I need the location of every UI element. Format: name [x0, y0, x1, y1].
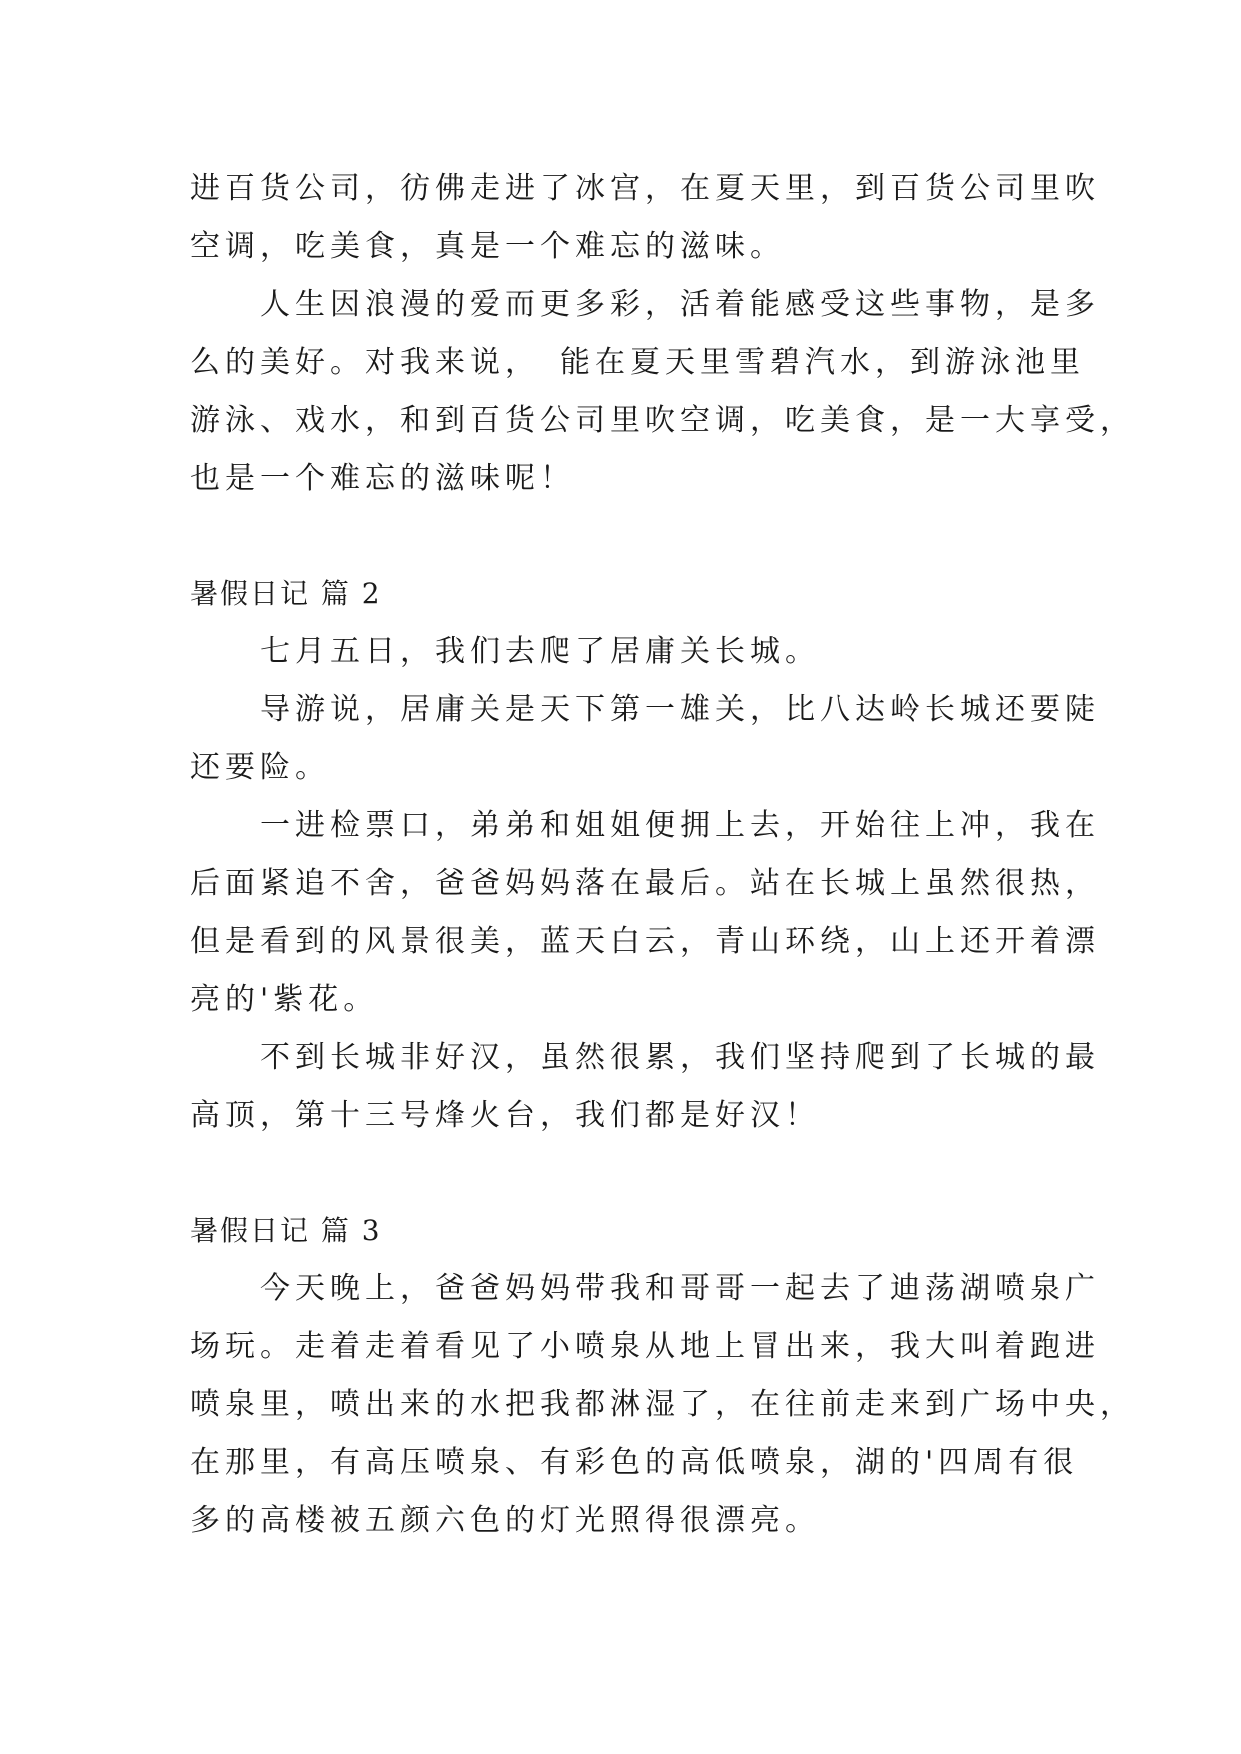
text-line: 一进检票口，弟弟和姐姐便拥上去，开始往上冲，我在: [190, 808, 1100, 843]
text-line: 不到长城非好汉，虽然很累，我们坚持爬到了长城的最: [190, 1040, 1100, 1075]
text-line: 也是一个难忘的滋味呢！: [190, 461, 575, 496]
text-line: 还要险。: [190, 750, 330, 785]
text-line: 七月五日，我们去爬了居庸关长城。: [190, 634, 820, 669]
text-line: 场玩。走着走着看见了小喷泉从地上冒出来，我大叫着跑进: [190, 1329, 1100, 1364]
section-spacer: [190, 1145, 1060, 1202]
text-line: 空调，吃美食，真是一个难忘的滋味。: [190, 229, 785, 264]
text-line: 多的高楼被五颜六色的灯光照得很漂亮。: [190, 1503, 820, 1538]
text-line: 游泳、戏水，和到百货公司里吹空调，吃美食，是一大享受，: [190, 403, 1135, 438]
section-title: 暑假日记 篇 3: [190, 1214, 382, 1247]
diary-section-3: [190, 1202, 1135, 1550]
text-line: 后面紧追不舍，爸爸妈妈落在最后。站在长城上虽然很热，: [190, 866, 1100, 901]
text-line: 进百货公司，彷佛走进了冰宫，在夏天里，到百货公司里吹: [190, 171, 1100, 206]
text-line: 今天晚上，爸爸妈妈带我和哥哥一起去了迪荡湖喷泉广: [190, 1271, 1100, 1306]
text-line: 高顶，第十三号烽火台，我们都是好汉！: [190, 1098, 820, 1133]
diary-section-2: [190, 565, 1100, 1145]
text-line: 么的美好。对我来说， 能在夏天里雪碧汽水，到游泳池里: [190, 345, 1085, 380]
text-line: 但是看到的风景很美，蓝天白云，青山环绕，山上还开着漂: [190, 924, 1100, 959]
document-body: [190, 160, 1135, 1550]
text-line: 亮的'紫花。: [190, 982, 379, 1017]
text-line: 喷泉里，喷出来的水把我都淋湿了，在往前走来到广场中央，: [190, 1387, 1135, 1422]
intro-text: [190, 160, 1135, 508]
section-spacer: [190, 508, 1060, 565]
text-line: 在那里，有高压喷泉、有彩色的高低喷泉，湖的'四周有很: [190, 1445, 1079, 1480]
section-title: 暑假日记 篇 2: [190, 577, 382, 610]
text-line: 导游说，居庸关是天下第一雄关，比八达岭长城还要陡: [190, 692, 1100, 727]
text-line: 人生因浪漫的爱而更多彩，活着能感受这些事物，是多: [190, 287, 1100, 322]
